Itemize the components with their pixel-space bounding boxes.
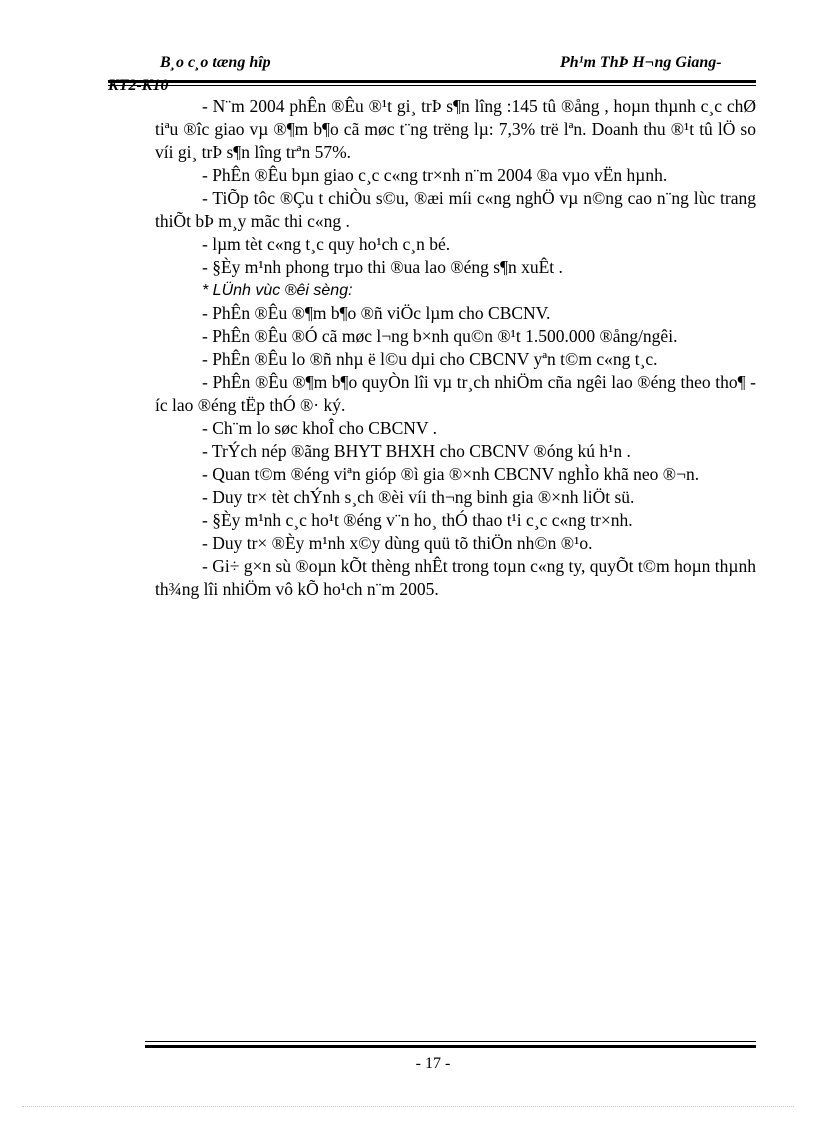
page-edge-divider xyxy=(22,1106,794,1107)
paragraph: - PhÊn ®Êu bµn giao c¸c c«ng tr×nh n¨m 2004 ®a vµo vËn hµnh. xyxy=(202,165,668,185)
header-author-name: Ph¹m ThÞ H¬ng Giang- xyxy=(560,54,722,71)
paragraph: - TiÕp tôc ®Çu t chiÒu s©u, ®æi míi c«ng nghÖ vµ n©ng cao n¨ng lùc trang thiÕt bÞ m¸y mãc thi c«ng . xyxy=(155,188,756,231)
paragraph: - N¨m 2004 phÊn ®Êu ®¹t gi¸ trÞ s¶n lîng :145 tû ®ång , hoµn thµnh c¸c chØ tiªu ®îc giao vµ ®¶m b¶o cã møc t¨ng trëng lµ: 7,3% trë lªn. Doanh thu ®¹t tû lÖ so víi gi¸ trÞ s¶n lîng trªn 57%. xyxy=(155,96,756,162)
paragraph: - PhÊn ®Êu ®¶m b¶o quyÒn lîi vµ tr¸ch nhiÖm cña ngêi lao ®éng theo tho¶ íc lao ®éng tËp thÓ ®· ký. xyxy=(155,372,756,415)
paragraph: - lµm tèt c«ng t¸c quy ho¹ch c¸n bé. xyxy=(202,234,451,254)
body-text xyxy=(155,95,756,601)
paragraph: - Ch¨m lo søc khoÎ cho CBCNV . xyxy=(202,418,437,438)
paragraph: - Quan t©m ®éng viªn gióp ®ì gia ®×nh CBCNV nghÌo khã neo ®¬n. xyxy=(202,464,700,484)
footer-rule-thick xyxy=(145,1045,756,1048)
header-rule-thick xyxy=(108,80,756,83)
paragraph: - §Èy m¹nh c¸c ho¹t ®éng v¨n ho¸ thÓ thao t¹i c¸c c«ng tr×nh. xyxy=(202,510,633,530)
header-report-title: B¸o c¸o tæng hîp xyxy=(160,54,271,71)
section-heading: * LÜnh vùc ®êi sèng: xyxy=(202,282,353,299)
header-rule-thin xyxy=(108,85,756,86)
paragraph: - Duy tr× tèt chÝnh s¸ch ®èi víi th¬ng binh gia ®×nh liÖt sü. xyxy=(202,487,635,507)
paragraph: - TrÝch nép ®ãng BHYT BHXH cho CBCNV ®óng kú h¹n . xyxy=(202,441,631,461)
header-class-code: KT2-K10 xyxy=(108,77,169,94)
footer-rule-thin xyxy=(145,1041,756,1042)
paragraph: - PhÊn ®Êu lo ®ñ nhµ ë l©u dµi cho CBCNV yªn t©m c«ng t¸c. xyxy=(202,349,658,369)
paragraph: - PhÊn ®Êu ®Ó cã møc l¬ng b×nh qu©n ®¹t 1.500.000 ®ång/ngêi. xyxy=(202,326,678,346)
page-number: - 17 - xyxy=(415,1055,451,1072)
paragraph: - Duy tr× ®Èy m¹nh x©y dùng quü tõ thiÖn nh©n ®¹o. xyxy=(202,533,593,553)
paragraph: - PhÊn ®Êu ®¶m b¶o ®ñ viÖc lµm cho CBCNV. xyxy=(202,303,551,323)
paragraph: - Gi÷ g×n sù ®oµn kÕt thèng nhÊt trong toµn c«ng ty, quyÕt t©m hoµn thµnh th¾ng lîi nhiÖm vô kÕ ho¹ch n¨m 2005. xyxy=(155,556,756,599)
paragraph: - §Èy m¹nh phong trµo thi ®ua lao ®éng s¶n xuÊt . xyxy=(202,257,563,277)
